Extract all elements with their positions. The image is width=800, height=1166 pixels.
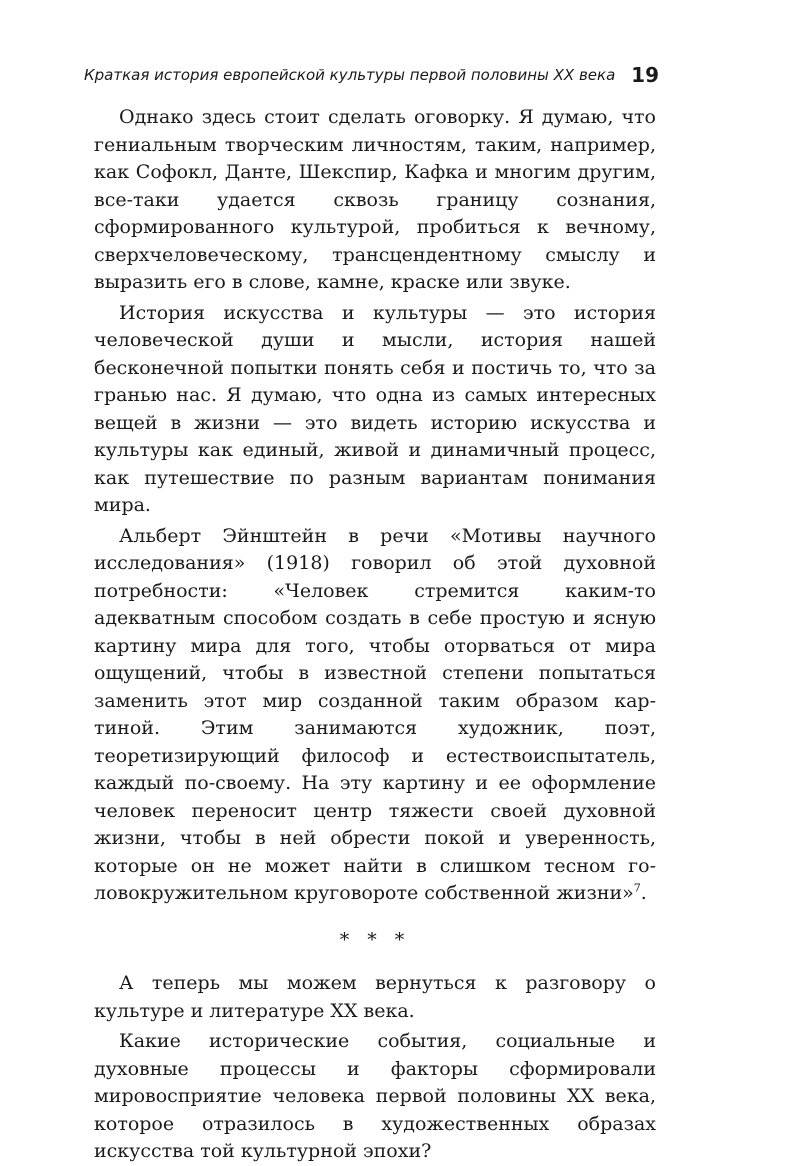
paragraph-3-end: . — [640, 882, 647, 904]
running-head — [84, 60, 659, 90]
page-number: 19 — [631, 63, 659, 87]
paragraph-5: Какие исторические события, социальные и духовные процессы и факторы сформировали мировосприятие человека первой половины XX века, которое отразилось в художественных образах искусства той культурной эпохи? — [94, 1030, 656, 1162]
running-head-title: Краткая история европейской культуры первой половины XX века — [84, 66, 616, 84]
paragraph-3-text: Альберт Эйнштейн в речи «Мотивы научного исследования» (1918) говорил об этой духовной потребности: «Человек стремится каким-то адекватным способом создать в себе простую и ясную картину мира для того, чтобы оторваться от мира ощущений, чтобы в известной степени попытаться заменить этот мир созданной таким образом картиной. Этим занимаются художник, поэт, теоретизирующий философ и естествоиспытатель, каждый по-своему. На эту картину и ее оформление человек переносит центр тяжести своей духовной жизни, чтобы в ней обрести покой и уверенность, которые он не может найти в слишком тесном головокружительном круговороте собственной жизни» — [94, 524, 656, 904]
paragraph-2: История искусства и культуры — это история человеческой души и мысли, история нашей бесконечной попытки понять себя и постичь то, что за гранью нас. Я думаю, что одна из самых интересных вещей в жизни — это видеть историю искусства и культуры как единый, живой и динамичный процесс, как путешествие по разным вариантам понимания мира. — [94, 301, 656, 516]
paragraph-1: Однако здесь стоит сделать оговорку. Я думаю, что гениальным творческим личностям, таким, например, как Софокл, Данте, Шекспир, Кафка и многим другим, все-таки удается сквозь границу сознания, сформированного культурой, пробиться к вечному, сверхчеловеческому, трансцендентному смыслу и выразить его в слове, камне, краске или звуке. — [94, 106, 656, 293]
paragraph-3 — [94, 523, 656, 908]
paragraph-4: А теперь мы можем вернуться к разговору о культуре и литературе XX века. — [94, 972, 656, 1022]
section-separator: * * * — [339, 928, 411, 951]
body-text — [94, 104, 656, 1166]
footnote-mark: 7 — [633, 881, 641, 895]
